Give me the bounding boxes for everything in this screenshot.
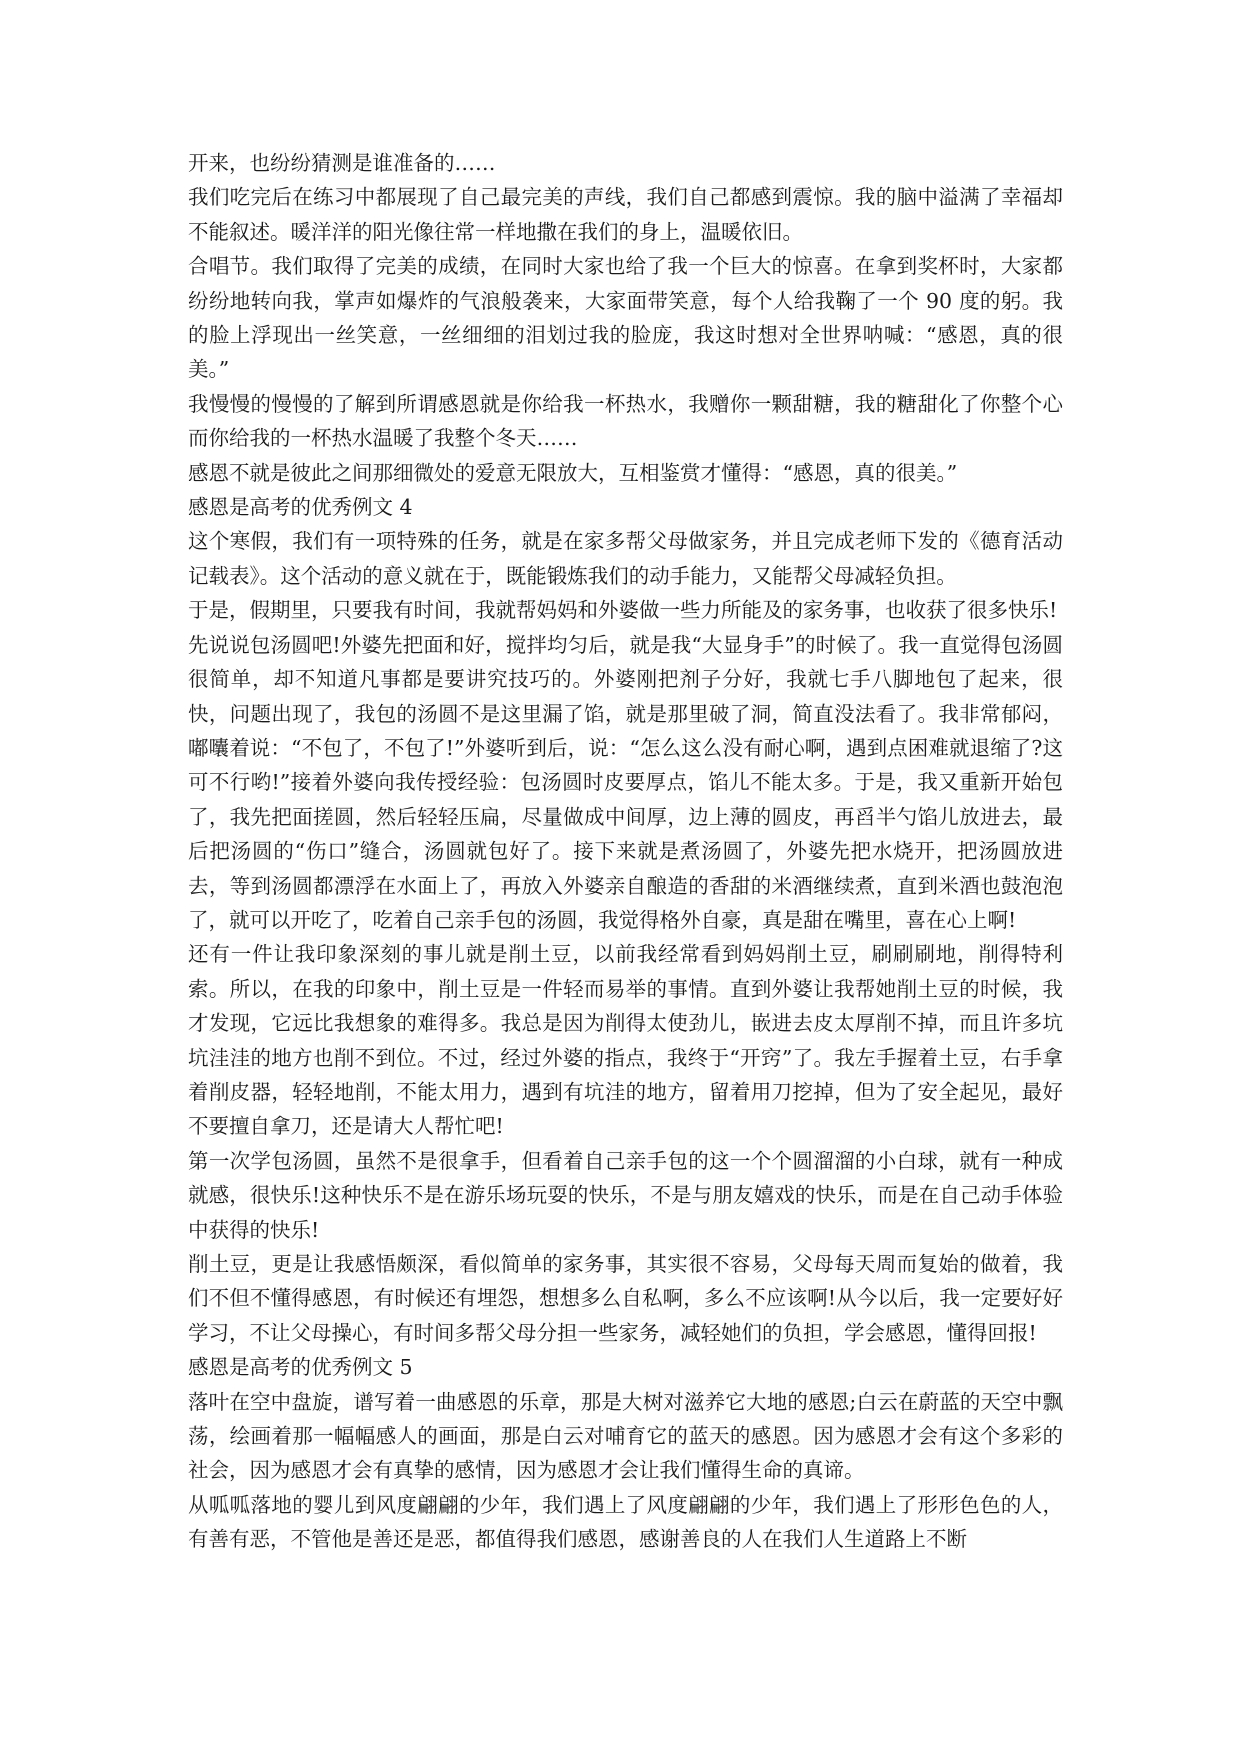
document-page — [188, 146, 1063, 1557]
paragraph-10: 第一次学包汤圆，虽然不是很拿手，但看着自己亲手包的这一个个圆溜溜的小白球，就有一种成就感，很快乐!这种快乐不是在游乐场玩耍的快乐，不是与朋友嬉戏的快乐，而是在自己动手体验中获得的快乐! — [188, 1148, 1063, 1242]
paragraph-9: 还有一件让我印象深刻的事儿就是削土豆，以前我经常看到妈妈削土豆，刷刷刷地，削得特利索。所以，在我的印象中，削土豆是一件轻而易举的事情。直到外婆让我帮她削土豆的时候，我才发现，它远比我想象的难得多。我总是因为削得太使劲儿，嵌进去皮太厚削不掉，而且许多坑坑洼洼的地方也削不到位。不过，经过外婆的指点，我终于“开窍”了。我左手握着土豆，右手拿着削皮器，轻轻地削，不能太用力，遇到有坑洼的地方，留着用刀挖掉，但为了安全起见，最好不要擅自拿刀，还是请大人帮忙吧! — [188, 942, 1063, 1139]
paragraph-2: 我们吃完后在练习中都展现了自己最完美的声线，我们自己都感到震惊。我的脑中溢满了幸福却不能叙述。暖洋洋的阳光像往常一样地撒在我们的身上，温暖依旧。 — [188, 185, 1063, 244]
paragraph-13: 从呱呱落地的婴儿到风度翩翩的少年，我们遇上了风度翩翩的少年，我们遇上了形形色色的人，有善有恶，不管他是善还是恶，都值得我们感恩，感谢善良的人在我们人生道路上不断 — [188, 1492, 1063, 1552]
paragraph-5: 感恩不就是彼此之间那细微处的爱意无限放大，互相鉴赏才懂得：“感恩，真的很美。” — [188, 460, 958, 485]
section-heading-4: 感恩是高考的优秀例文 4 — [188, 495, 413, 520]
paragraph-11: 削土豆，更是让我感悟颇深，看似简单的家务事，其实很不容易，父母每天周而复始的做着，我们不但不懂得感恩，有时候还有埋怨，想想多么自私啊，多么不应该啊!从今以后，我一定要好好学习，不让父母操心，有时间多帮父母分担一些家务，减轻她们的负担，学会感恩，懂得回报! — [188, 1252, 1063, 1345]
section-heading-5: 感恩是高考的优秀例文 5 — [188, 1355, 413, 1380]
paragraph-8: 先说说包汤圆吧!外婆先把面和好，搅拌均匀后，就是我“大显身手”的时候了。我一直觉得包汤圆很简单，却不知道凡事都是要讲究技巧的。外婆刚把剂子分好，我就七手八脚地包了起来，很快，问题出现了，我包的汤圆不是这里漏了馅，就是那里破了洞，简直没法看了。我非常郁闷，嘟囔着说：“不包了，不包了!”外婆听到后，说：“怎么这么没有耐心啊，遇到点困难就退缩了?这可不行哟!”接着外婆向我传授经验：包汤圆时皮要厚点，馅儿不能太多。于是，我又重新开始包了，我先把面搓圆，然后轻轻压扁，尽量做成中间厚，边上薄的圆皮，再舀半勺馅儿放进去，最后把汤圆的“伤口”缝合，汤圆就包好了。接下来就是煮汤圆了，外婆先把水烧开，把汤圆放进去，等到汤圆都漂浮在水面上了，再放入外婆亲自酿造的香甜的米酒继续煮，直到米酒也鼓泡泡了，就可以开吃了，吃着自己亲手包的汤圆，我觉得格外自豪，真是甜在嘴里，喜在心上啊! — [188, 632, 1063, 932]
paragraph-3: 合唱节。我们取得了完美的成绩，在同时大家也给了我一个巨大的惊喜。在拿到奖杯时，大家都纷纷地转向我，掌声如爆炸的气浪般袭来，大家面带笑意，每个人给我鞠了一个 90 度的躬。我的脸上浮现出一丝笑意，一丝细细的泪划过我的脸庞，我这时想对全世界呐喊：“感恩，真的很美。” — [188, 254, 1063, 382]
paragraph-1: 开来，也纷纷猜测是谁准备的…… — [188, 151, 496, 175]
paragraph-6: 这个寒假，我们有一项特殊的任务，就是在家多帮父母做家务，并且完成老师下发的《德育活动记载表》。这个活动的意义就在于，既能锻炼我们的动手能力，又能帮父母减轻负担。 — [188, 529, 1063, 588]
paragraph-12: 落叶在空中盘旋，谱写着一曲感恩的乐章，那是大树对滋养它大地的感恩;白云在蔚蓝的天空中飘荡，绘画着那一幅幅感人的画面，那是白云对哺育它的蓝天的感恩。因为感恩才会有这个多彩的社会，因为感恩才会有真挚的感情，因为感恩才会让我们懂得生命的真谛。 — [188, 1389, 1063, 1483]
paragraph-4: 我慢慢的慢慢的了解到所谓感恩就是你给我一杯热水，我赠你一颗甜糖，我的糖甜化了你整个心而你给我的一杯热水温暖了我整个冬天…… — [188, 391, 1063, 451]
paragraph-7: 于是，假期里，只要我有时间，我就帮妈妈和外婆做一些力所能及的家务事，也收获了很多快乐! — [188, 598, 1058, 623]
